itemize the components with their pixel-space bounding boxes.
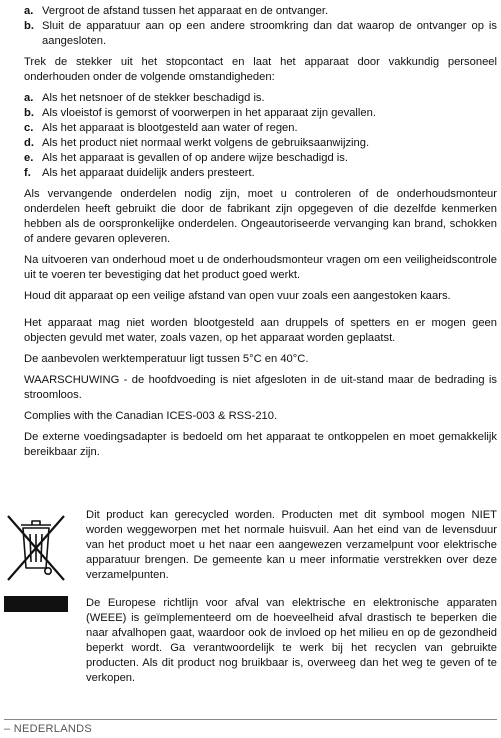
temperature-paragraph: De aanbevolen werktemperatuur ligt tussen 5°C en 40°C.: [24, 353, 309, 365]
list-item: e. Als het apparaat is gevallen of op andere wijze beschadigd is.: [24, 152, 348, 164]
interference-list: [24, 4, 497, 49]
safety-check-paragraph: Na uitvoeren van onderhoud moet u de onderhoudsmonteur vragen om een veiligheidscontrole uit te voeren ter bevestiging dat het product goed werkt.: [24, 254, 497, 281]
list-item: d. Als het product niet normaal werkt volgens de gebruiksaanwijzing.: [24, 137, 370, 149]
crossed-out-wheelie-bin-icon: [4, 508, 68, 588]
weee-black-bar: [4, 596, 68, 612]
footer-divider: [4, 719, 497, 720]
replacement-parts-paragraph: Als vervangende onderdelen nodig zijn, moet u controleren of de onderhoudsmonteur onderdelen heeft gebruikt die door de fabrikant zijn opgegeven of die dezelfde kenmerken hebben als de oorspronkelijke onderdelen. Ongeautoriseerde vervanging kan brand, schokken of andere gevaren opleveren.: [24, 188, 497, 245]
list-item: a. Vergroot de afstand tussen het apparaat en de ontvanger.: [24, 5, 329, 17]
service-conditions-list: [24, 91, 497, 181]
list-item: c. Als het apparaat is blootgesteld aan water of regen.: [24, 122, 298, 134]
recycle-paragraph: Dit product kan gerecycled worden. Producten met dit symbool mogen NIET worden weggeworpen met het normale huisvuil. Aan het eind van de levensduur van het product moet u het naar een aangewezen verzamelpunt voor elektrische apparatuur brengen. De gemeente kan u meer informatie verstrekken over deze verzamelpunten.: [86, 509, 497, 581]
list-item: b. Als vloeistof is gemorst of voorwerpen in het apparaat zijn gevallen.: [24, 107, 376, 119]
open-fire-paragraph: Houd dit apparaat op een veilige afstand van open vuur zoals een aangestoken kaars.: [24, 290, 451, 302]
water-exposure-paragraph: Het apparaat mag niet worden blootgesteld aan druppels of spetters en er mogen geen objecten gevuld met water, zoals vazen, op het apparaat worden geplaatst.: [24, 317, 497, 344]
list-item: a. Als het netsnoer of de stekker beschadigd is.: [24, 92, 265, 104]
footer-language-label: – NEDERLANDS: [4, 723, 92, 735]
power-adapter-paragraph: De externe voedingsadapter is bedoeld om het apparaat te ontkoppelen en moet gemakkelijk bereikbaar zijn.: [24, 431, 497, 458]
weee-directive-paragraph: De Europese richtlijn voor afval van elektrische en elektronische apparaten (WEEE) is geïmplementeerd om de hoeveelheid afval drastisch te beperken die naar afvalhopen gaat, waardoor ook de invloed op het milieu en op de gezondheid beperkt wordt. Ga verantwoordelijk te werk bij het recyclen van gebruikte producten. Als dit product nog bruikbaar is, overweeg dan het weg te geven of te verkopen.: [86, 597, 497, 684]
warning-paragraph: WAARSCHUWING - de hoofdvoeding is niet afgesloten in de uit-stand maar de bedrading is stroomloos.: [24, 374, 497, 401]
weee-directive-text-block: [86, 596, 497, 686]
list-item: f. Als het apparaat duidelijk anders presteert.: [24, 167, 255, 179]
main-content: [24, 4, 497, 466]
compliance-paragraph: Complies with the Canadian ICES-003 & RSS-210.: [24, 410, 278, 422]
recycle-text-block: [86, 508, 497, 583]
service-intro-paragraph: Trek de stekker uit het stopcontact en laat het apparaat door vakkundig personeel onderhouden onder de volgende omstandigheden:: [24, 56, 497, 83]
list-item: b. Sluit de apparatuur aan op een andere stroomkring dan dat waarop de ontvanger op is aangesloten.: [24, 20, 497, 47]
